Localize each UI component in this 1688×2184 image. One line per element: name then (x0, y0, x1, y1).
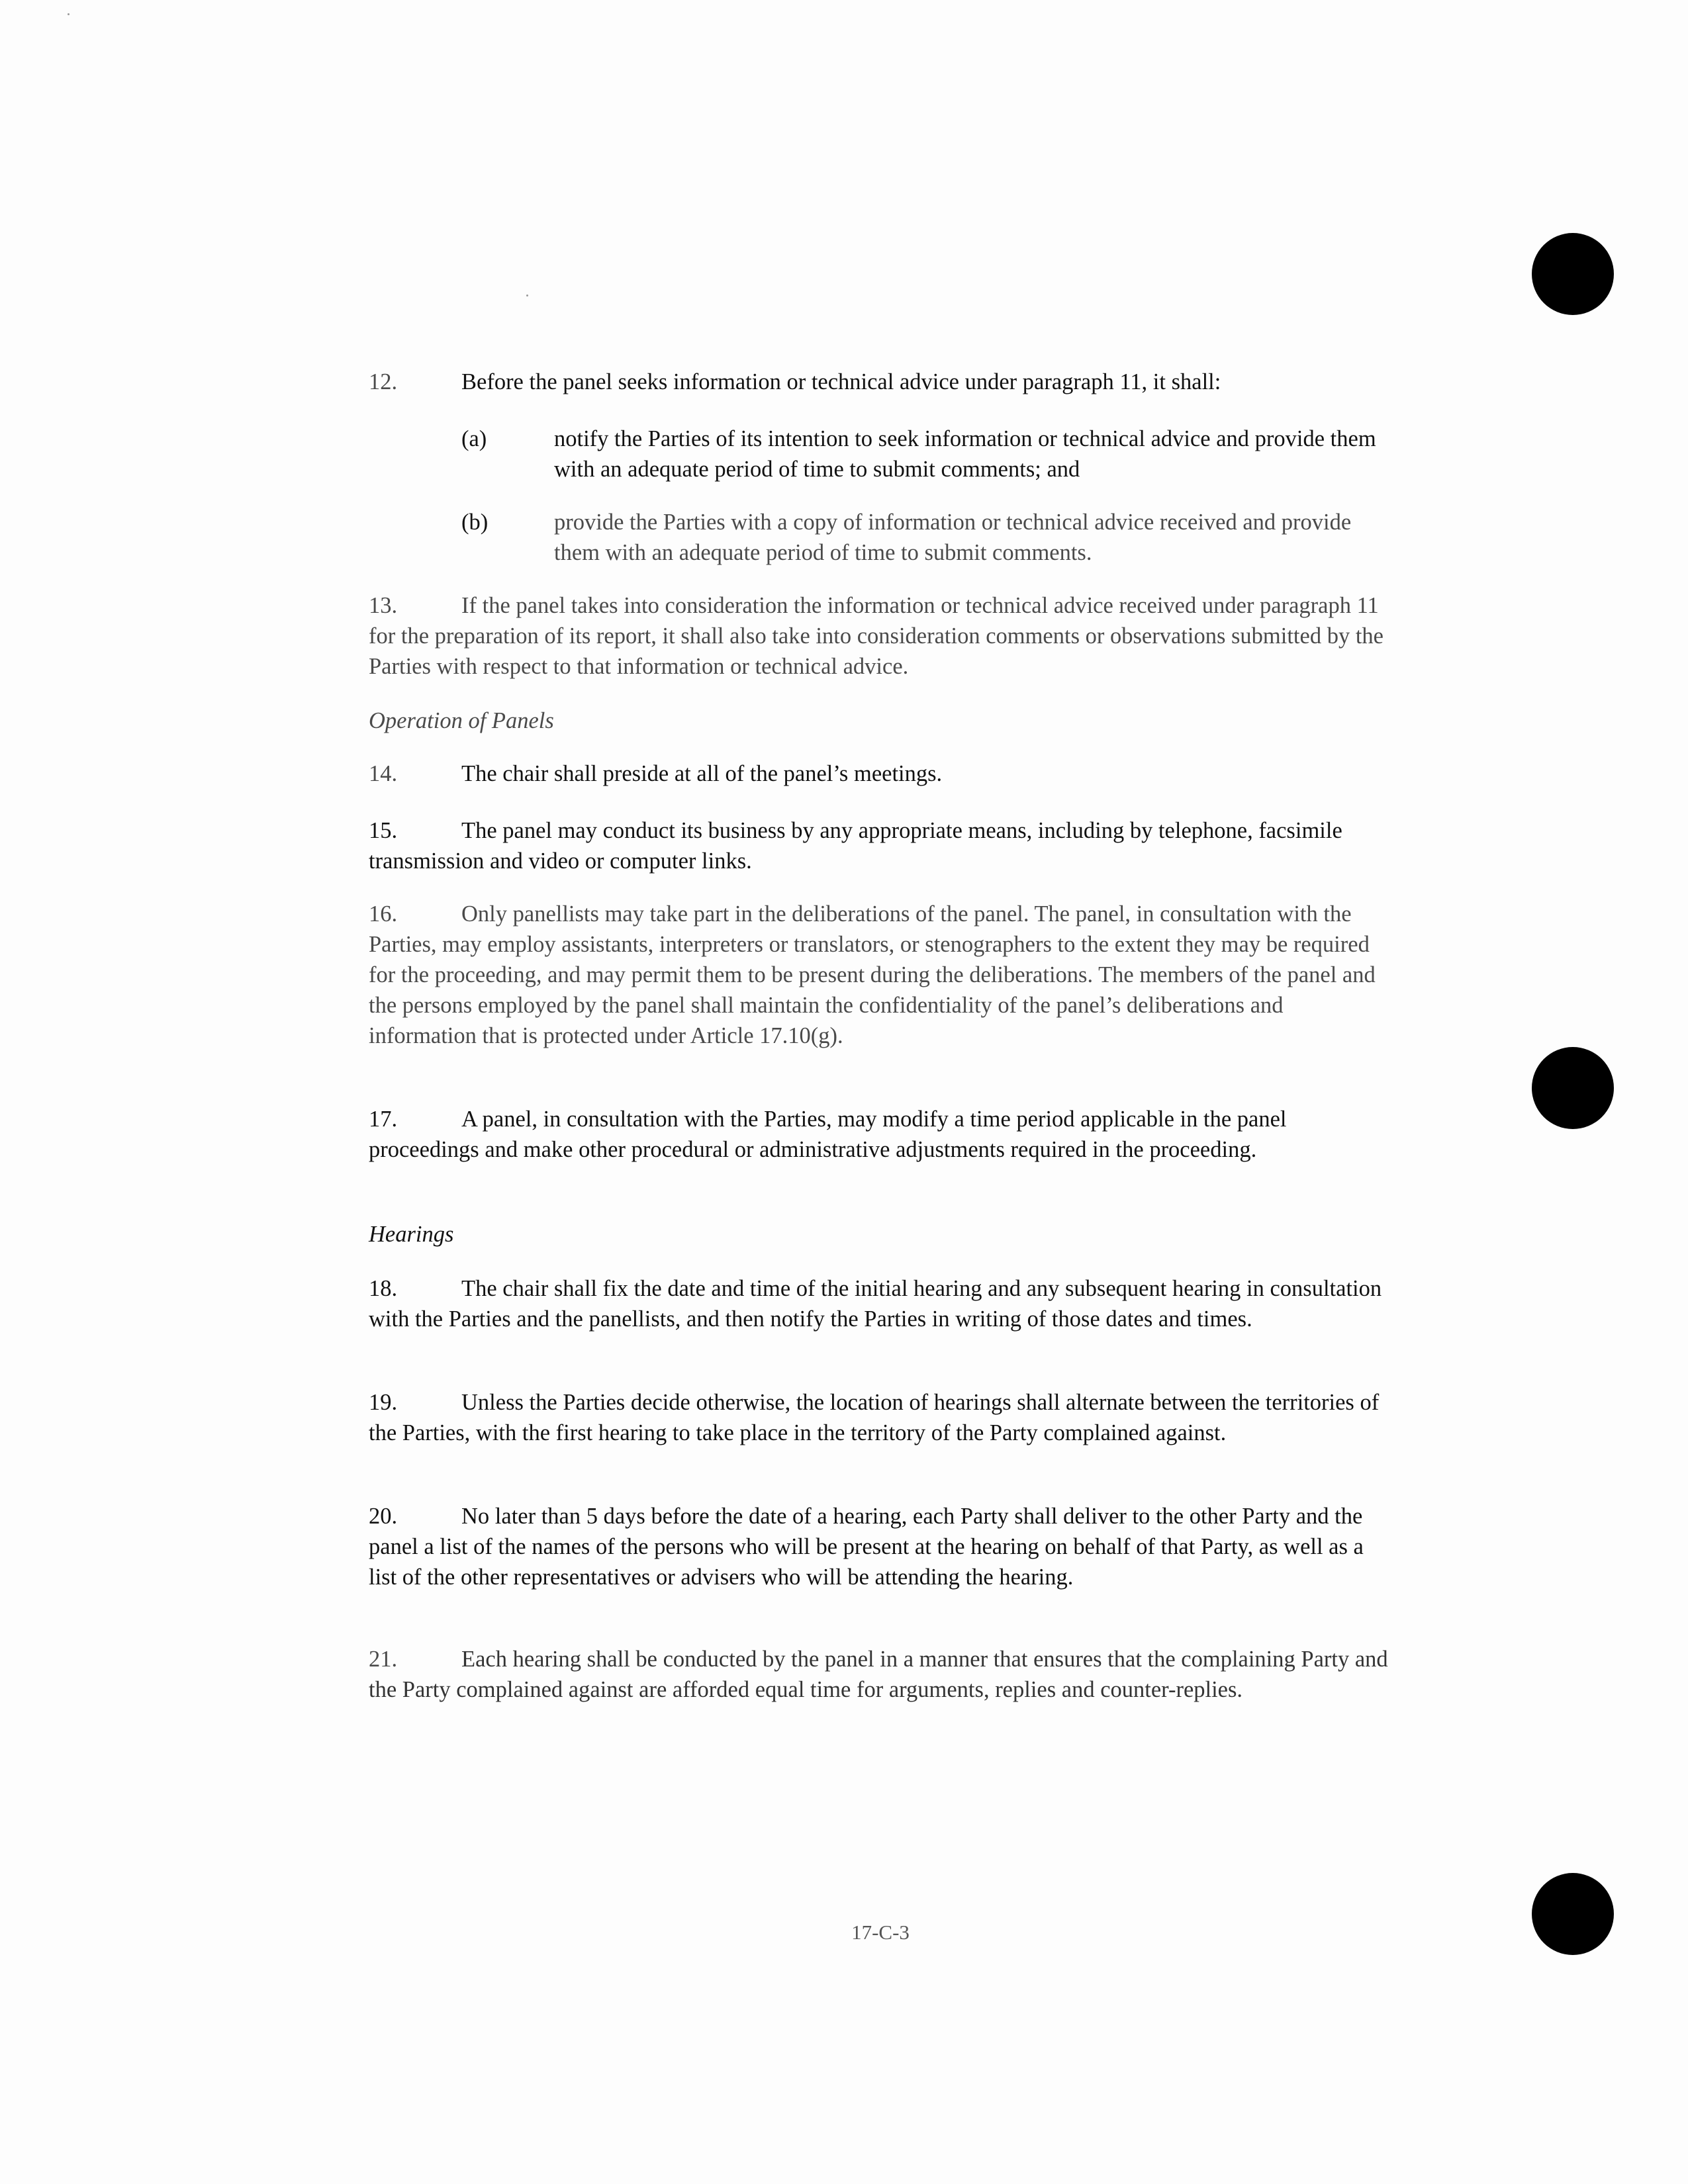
item-label: (b) (461, 510, 489, 535)
item-label: (a) (461, 426, 487, 451)
paragraph-text: The panel may conduct its business by any appropriate means, including by telephone, facsimile transmission and video or computer links. (369, 818, 1342, 874)
punch-hole-middle (1532, 1047, 1614, 1129)
paragraph-text: If the panel takes into consideration the information or technical advice received under paragraph 11 for the preparation of its report, it shall also take into consideration comments or observations submitted by the Parties with respect to that information or technical advice. (369, 593, 1383, 679)
section-heading-hearings: Hearings (369, 1222, 454, 1247)
paragraph-number: 12. (369, 369, 398, 394)
paragraph-number: 17. (369, 1107, 398, 1132)
paragraph-number: 18. (369, 1276, 398, 1301)
scan-speck (68, 13, 70, 15)
item-text: notify the Parties of its intention to seek information or technical advice and provide them with an adequate period of time to submit comments; and (554, 426, 1376, 482)
paragraph-text: No later than 5 days before the date of a hearing, each Party shall deliver to the other Party and the panel a list of the names of the persons who will be present at the hearing on behalf of that Party, as well as a list of the other representatives or advisers who will be attending the hearing. (369, 1504, 1364, 1590)
punch-hole-top (1532, 233, 1614, 315)
paragraph-text: A panel, in consultation with the Parties, may modify a time period applicable in the panel proceedings and make other procedural or administrative adjustments required in the proceeding. (369, 1107, 1287, 1162)
scan-speck (526, 295, 528, 296)
paragraph-text: Unless the Parties decide otherwise, the location of hearings shall alternate between the territories of the Parties, with the first hearing to take place in the territory of the Party complained against. (369, 1390, 1380, 1445)
paragraph-text: Only panellists may take part in the deliberations of the panel. The panel, in consultation with the Parties, may employ assistants, interpreters or translators, or stenographers to the extent they may be required for the proceeding, and may permit them to be present during the deliberations. The members of the panel and the persons employed by the panel shall maintain the confidentiality of the panel’s deliberations and information that is protected under Article 17.10(g). (369, 901, 1376, 1048)
paragraph-text: The chair shall fix the date and time of the initial hearing and any subsequent hearing in consultation with the Parties and the panellists, and then notify the Parties in writing of those dates and times. (369, 1276, 1382, 1332)
paragraph-number: 16. (369, 901, 398, 927)
paragraph-text: Before the panel seeks information or technical advice under paragraph 11, it shall: (461, 369, 1221, 394)
paragraph-number: 20. (369, 1504, 398, 1529)
paragraph-number: 21. (369, 1647, 398, 1672)
paragraph-12 (369, 367, 1388, 397)
paragraph-19 (369, 1387, 1388, 1448)
paragraph-text: Each hearing shall be conducted by the panel in a manner that ensures that the complaining Party and the Party complained against are afforded equal time for arguments, replies and counter-replies. (369, 1647, 1388, 1702)
paragraph-14 (369, 758, 1388, 789)
paragraph-12-item-a (461, 424, 1388, 484)
paragraph-number: 13. (369, 593, 398, 618)
paragraph-21 (369, 1644, 1388, 1705)
page-number: 17-C-3 (851, 1921, 910, 1944)
paragraph-17 (369, 1104, 1388, 1165)
paragraph-20 (369, 1501, 1388, 1592)
paragraph-18 (369, 1273, 1388, 1334)
paragraph-16 (369, 899, 1388, 1051)
paragraph-number: 14. (369, 761, 398, 786)
paragraph-number: 15. (369, 818, 398, 843)
paragraph-13 (369, 590, 1388, 682)
paragraph-text: The chair shall preside at all of the panel’s meetings. (461, 761, 943, 786)
paragraph-15 (369, 815, 1388, 876)
paragraph-number: 19. (369, 1390, 398, 1415)
paragraph-12-item-b (461, 507, 1388, 568)
item-text: provide the Parties with a copy of information or technical advice received and provide them with an adequate period of time to submit comments. (554, 510, 1352, 565)
section-heading-operation: Operation of Panels (369, 708, 554, 733)
